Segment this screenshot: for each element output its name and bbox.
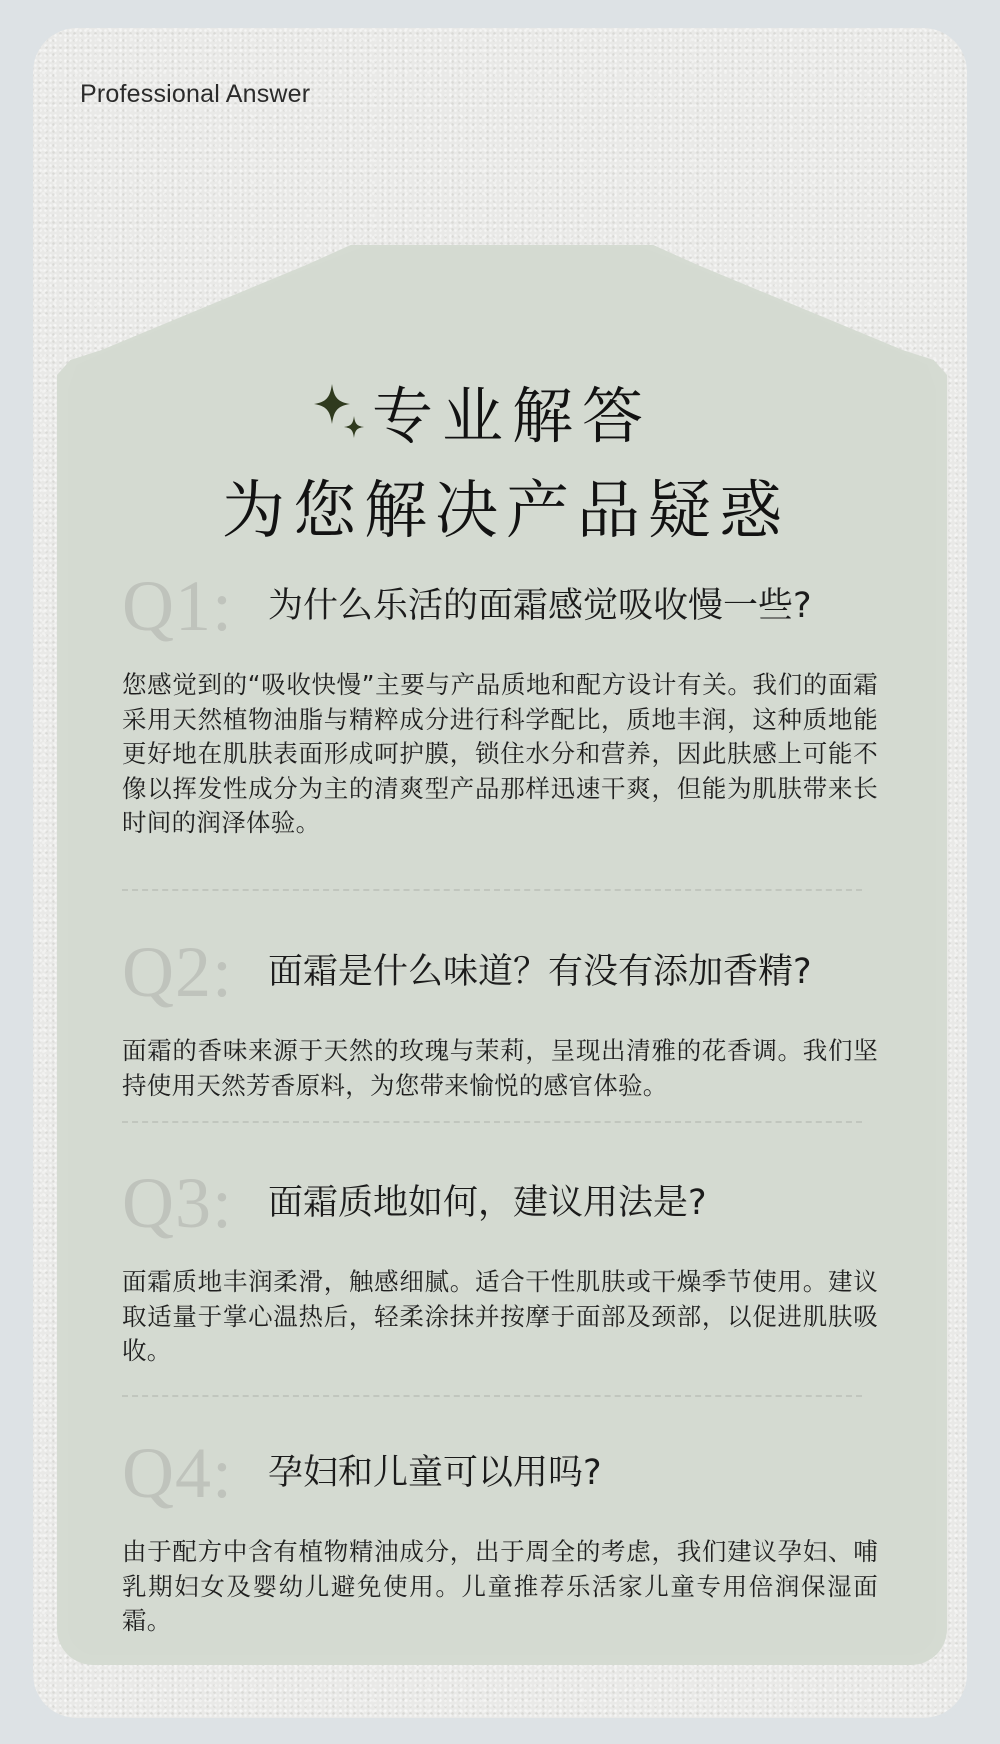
- faq-question: 孕妇和儿童可以用吗?: [268, 1453, 602, 1493]
- faq-question: 为什么乐活的面霜感觉吸收慢一些?: [268, 586, 812, 626]
- faq-item-2: [122, 932, 878, 1103]
- faq-item-4: [122, 1433, 878, 1639]
- page-subtitle: 为您解决产品疑惑: [222, 474, 790, 547]
- page-title: [312, 368, 772, 455]
- faq-question: 面霜质地如何，建议用法是?: [268, 1183, 707, 1223]
- faq-number: Q2:: [122, 932, 233, 1012]
- faq-question: 面霜是什么味道？有没有添加香精?: [268, 952, 812, 992]
- faq-item-3: [122, 1163, 878, 1369]
- faq-answer: 面霜质地丰润柔滑，触感细腻。适合干性肌肤或干燥季节使用。建议取适量于掌心温热后，轻柔涂抹并按摩于面部及颈部，以促进肌肤吸收。: [122, 1267, 878, 1365]
- faq-answer: 您感觉到的“吸收快慢”主要与产品质地和配方设计有关。我们的面霜采用天然植物油脂与精粹成分进行科学配比，质地丰润，这种质地能更好地在肌肤表面形成呵护膜，锁住水分和营养，因此肤感上可能不像以挥发性成分为主的清爽型产品那样迅速干爽，但能为肌肤带来长时间的润泽体验。: [122, 670, 878, 837]
- eyebrow-label: Professional Answer: [80, 80, 311, 108]
- divider: [122, 1395, 862, 1397]
- faq-answer: 面霜的香味来源于天然的玫瑰与茉莉，呈现出清雅的花香调。我们坚持使用天然芳香原料，为您带来愉悦的感官体验。: [122, 1036, 878, 1100]
- faq-answer: 由于配方中含有植物精油成分，出于周全的考虑，我们建议孕妇、哺乳期妇女及婴幼儿避免使用。儿童推荐乐活家儿童专用倍润保湿面霜。: [122, 1537, 878, 1635]
- divider: [122, 1121, 862, 1123]
- faq-number: Q1:: [122, 566, 233, 646]
- faq-number: Q3:: [122, 1163, 233, 1243]
- page-title-line1: 专业解答: [372, 381, 653, 452]
- divider: [122, 889, 862, 891]
- faq-item-1: [122, 566, 878, 841]
- faq-number: Q4:: [122, 1433, 233, 1513]
